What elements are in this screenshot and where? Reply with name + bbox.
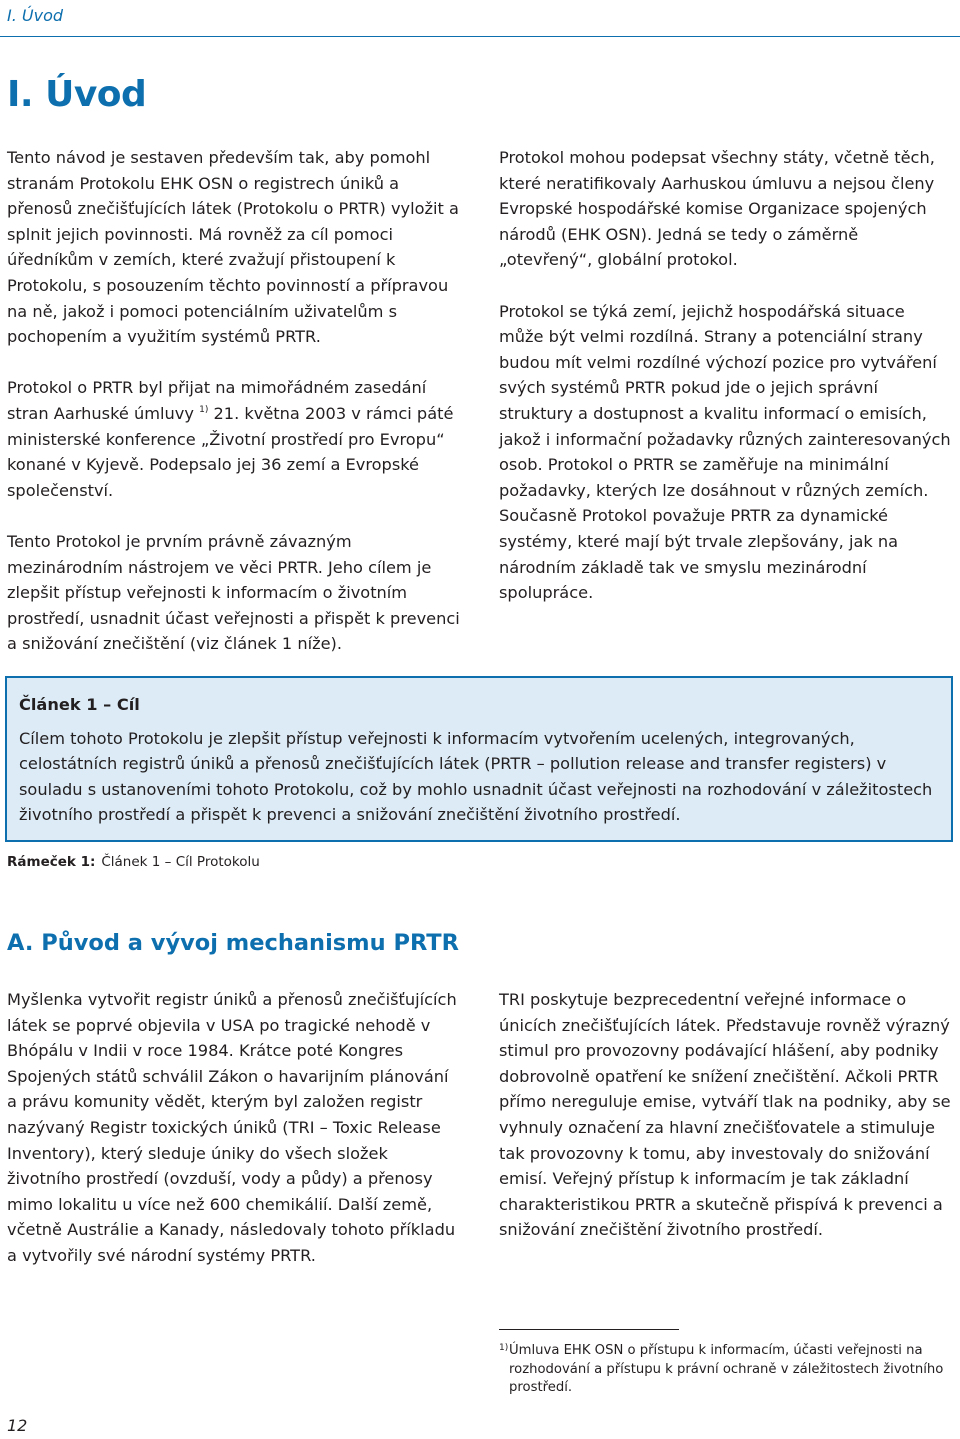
intro-paragraph: Protokol se týká zemí, jejichž hospodářská situace může být velmi rozdílná. Strany a potenciální strany budou mít velmi rozdílné výchozí pozice pro vytváření svých systémů PRTR pokud jde o jejich správní struktury a dostupnost a kvalitu informací o emisích, jakož i informační požadavky různých zainteresovaných osob. Protokol o PRTR se zaměřuje na minimální požadavky, kterých lze dosáhnout v různých zemích. Současně Protokol považuje PRTR za dynamické systémy, které mají být trvale zlepšovány, jak na národním základě tak ve smyslu mezinárodní spolupráce.	[499, 301, 951, 603]
section-right-column	[499, 987, 954, 1243]
section-left-column	[7, 987, 462, 1269]
footnote-text: Úmluva EHK OSN o přístupu k informacím, účasti veřejnosti na rozhodování a přístupu k právní ochraně v záležitostech životního prostředí.	[509, 1343, 944, 1395]
box-caption	[7, 852, 260, 872]
section-paragraph: TRI poskytuje bezprecedentní veřejné informace o únicích znečišťujících látek. Představuje rovněž výrazný stimul pro provozovny podávající hlášení, aby podniky dobrovolně opatření ke snížení znečištění. Ačkoli PRTR přímo nereguluje emise, vytváří tlak na podniky, aby se vyhnuly označení za hlavní znečišťovatele a stimuluje tak provozovny k tomu, aby investovaly do snižování emisí. Veřejný přístup k informacím je tak základní charakteristikou PRTR a skutečně přispívá k prevenci a snižování znečištění životního prostředí.	[499, 990, 951, 1240]
intro-paragraph: Protokol mohou podepsat všechny státy, včetně těch, které neratifikovaly Aarhuskou úmluvu a nejsou členy Evropské hospodářské komise Organizace spojených národů (EHK OSN). Jedná se tedy o záměrně „otevřený“, globální protokol.	[499, 148, 935, 270]
intro-paragraph: Tento Protokol je prvním právně závazným mezinárodním nástrojem ve věci PRTR. Jeho cílem je zlepšit přístup veřejnosti k informacím o životním prostředí, usnadnit účast veřejnosti a přispět k prevenci a snižování znečištění (viz článek 1 níže).	[7, 531, 460, 654]
intro-paragraph	[7, 375, 462, 503]
section-paragraph: Myšlenka vytvořit registr úniků a přenosů znečišťujících látek se poprvé objevila v USA po tragické nehodě v Bhópálu v Indii v roce 1984. Krátce poté Kongres Spojených států schválil Zákon o havarijním plánování a právu komunity vědět, kterým byl založen registr nazývaný Registr toxických úniků (TRI – Toxic Release Inventory), který sleduje úniky do všech složek životního prostředí (ovzduší, vody a půdy) a přenosy mimo lokalitu u více než 600 chemikálií. Další země, včetně Austrálie a Kanady, následovaly tohoto příkladu a vytvořily své národní systémy PRTR.	[7, 990, 457, 1265]
footnote-mark: 1)	[499, 1343, 509, 1353]
chapter-title: I. Úvod	[7, 74, 147, 115]
running-head: I. Úvod	[7, 6, 64, 25]
intro-left-column	[7, 145, 462, 657]
article-text: Cílem tohoto Protokolu je zlepšit přístup veřejnosti k informacím vytvořením ucelených, integrovaných, celostátních registrů úniků a přenosů znečišťujících látek (PRTR – pollution release and transfer registers) v souladu s ustanoveními tohoto Protokolu, což by mohlo usnadnit účast veřejnosti na rozhodování v záležitostech životního prostředí a přispět k prevenci a snižování znečištění životního prostředí.	[19, 728, 933, 825]
page-number: 12	[7, 1416, 28, 1435]
intro-right-column	[499, 145, 954, 606]
article-title: Článek 1 – Cíl	[19, 695, 140, 714]
footnote-reference: 1)	[199, 404, 209, 415]
footnote	[499, 1342, 944, 1398]
footnote-divider	[499, 1329, 679, 1330]
intro-paragraph: Tento návod je sestaven především tak, aby pomohl stranám Protokolu EHK OSN o registrech úniků a přenosů znečišťujících látek (Protokolu o PRTR) vyložit a splnit jejich povinnosti. Má rovněž za cíl pomoci úředníkům v zemích, které zvažují přistoupení k Protokolu, s posouzením těchto povinností a přípravou na ně, jakož i pomoci potenciálním uživatelům s pochopením a využitím systémů PRTR.	[7, 148, 459, 347]
article-box	[5, 676, 953, 842]
intro-paragraph-text: 21. května 2003 v rámci páté ministerské konference „Životní prostředí pro Evropu“ konané v Kyjevě. Podepsalo jej 36 zemí a Evropské společenství.	[7, 403, 454, 500]
header-divider	[0, 36, 960, 37]
box-caption-text: Článek 1 – Cíl Protokolu	[101, 854, 260, 870]
section-title: A. Původ a vývoj mechanismu PRTR	[7, 930, 459, 956]
box-caption-label: Rámeček 1:	[7, 854, 96, 870]
intro-paragraph-text: Protokol o PRTR byl přijat na mimořádném zasedání stran Aarhuské úmluvy	[7, 378, 427, 423]
